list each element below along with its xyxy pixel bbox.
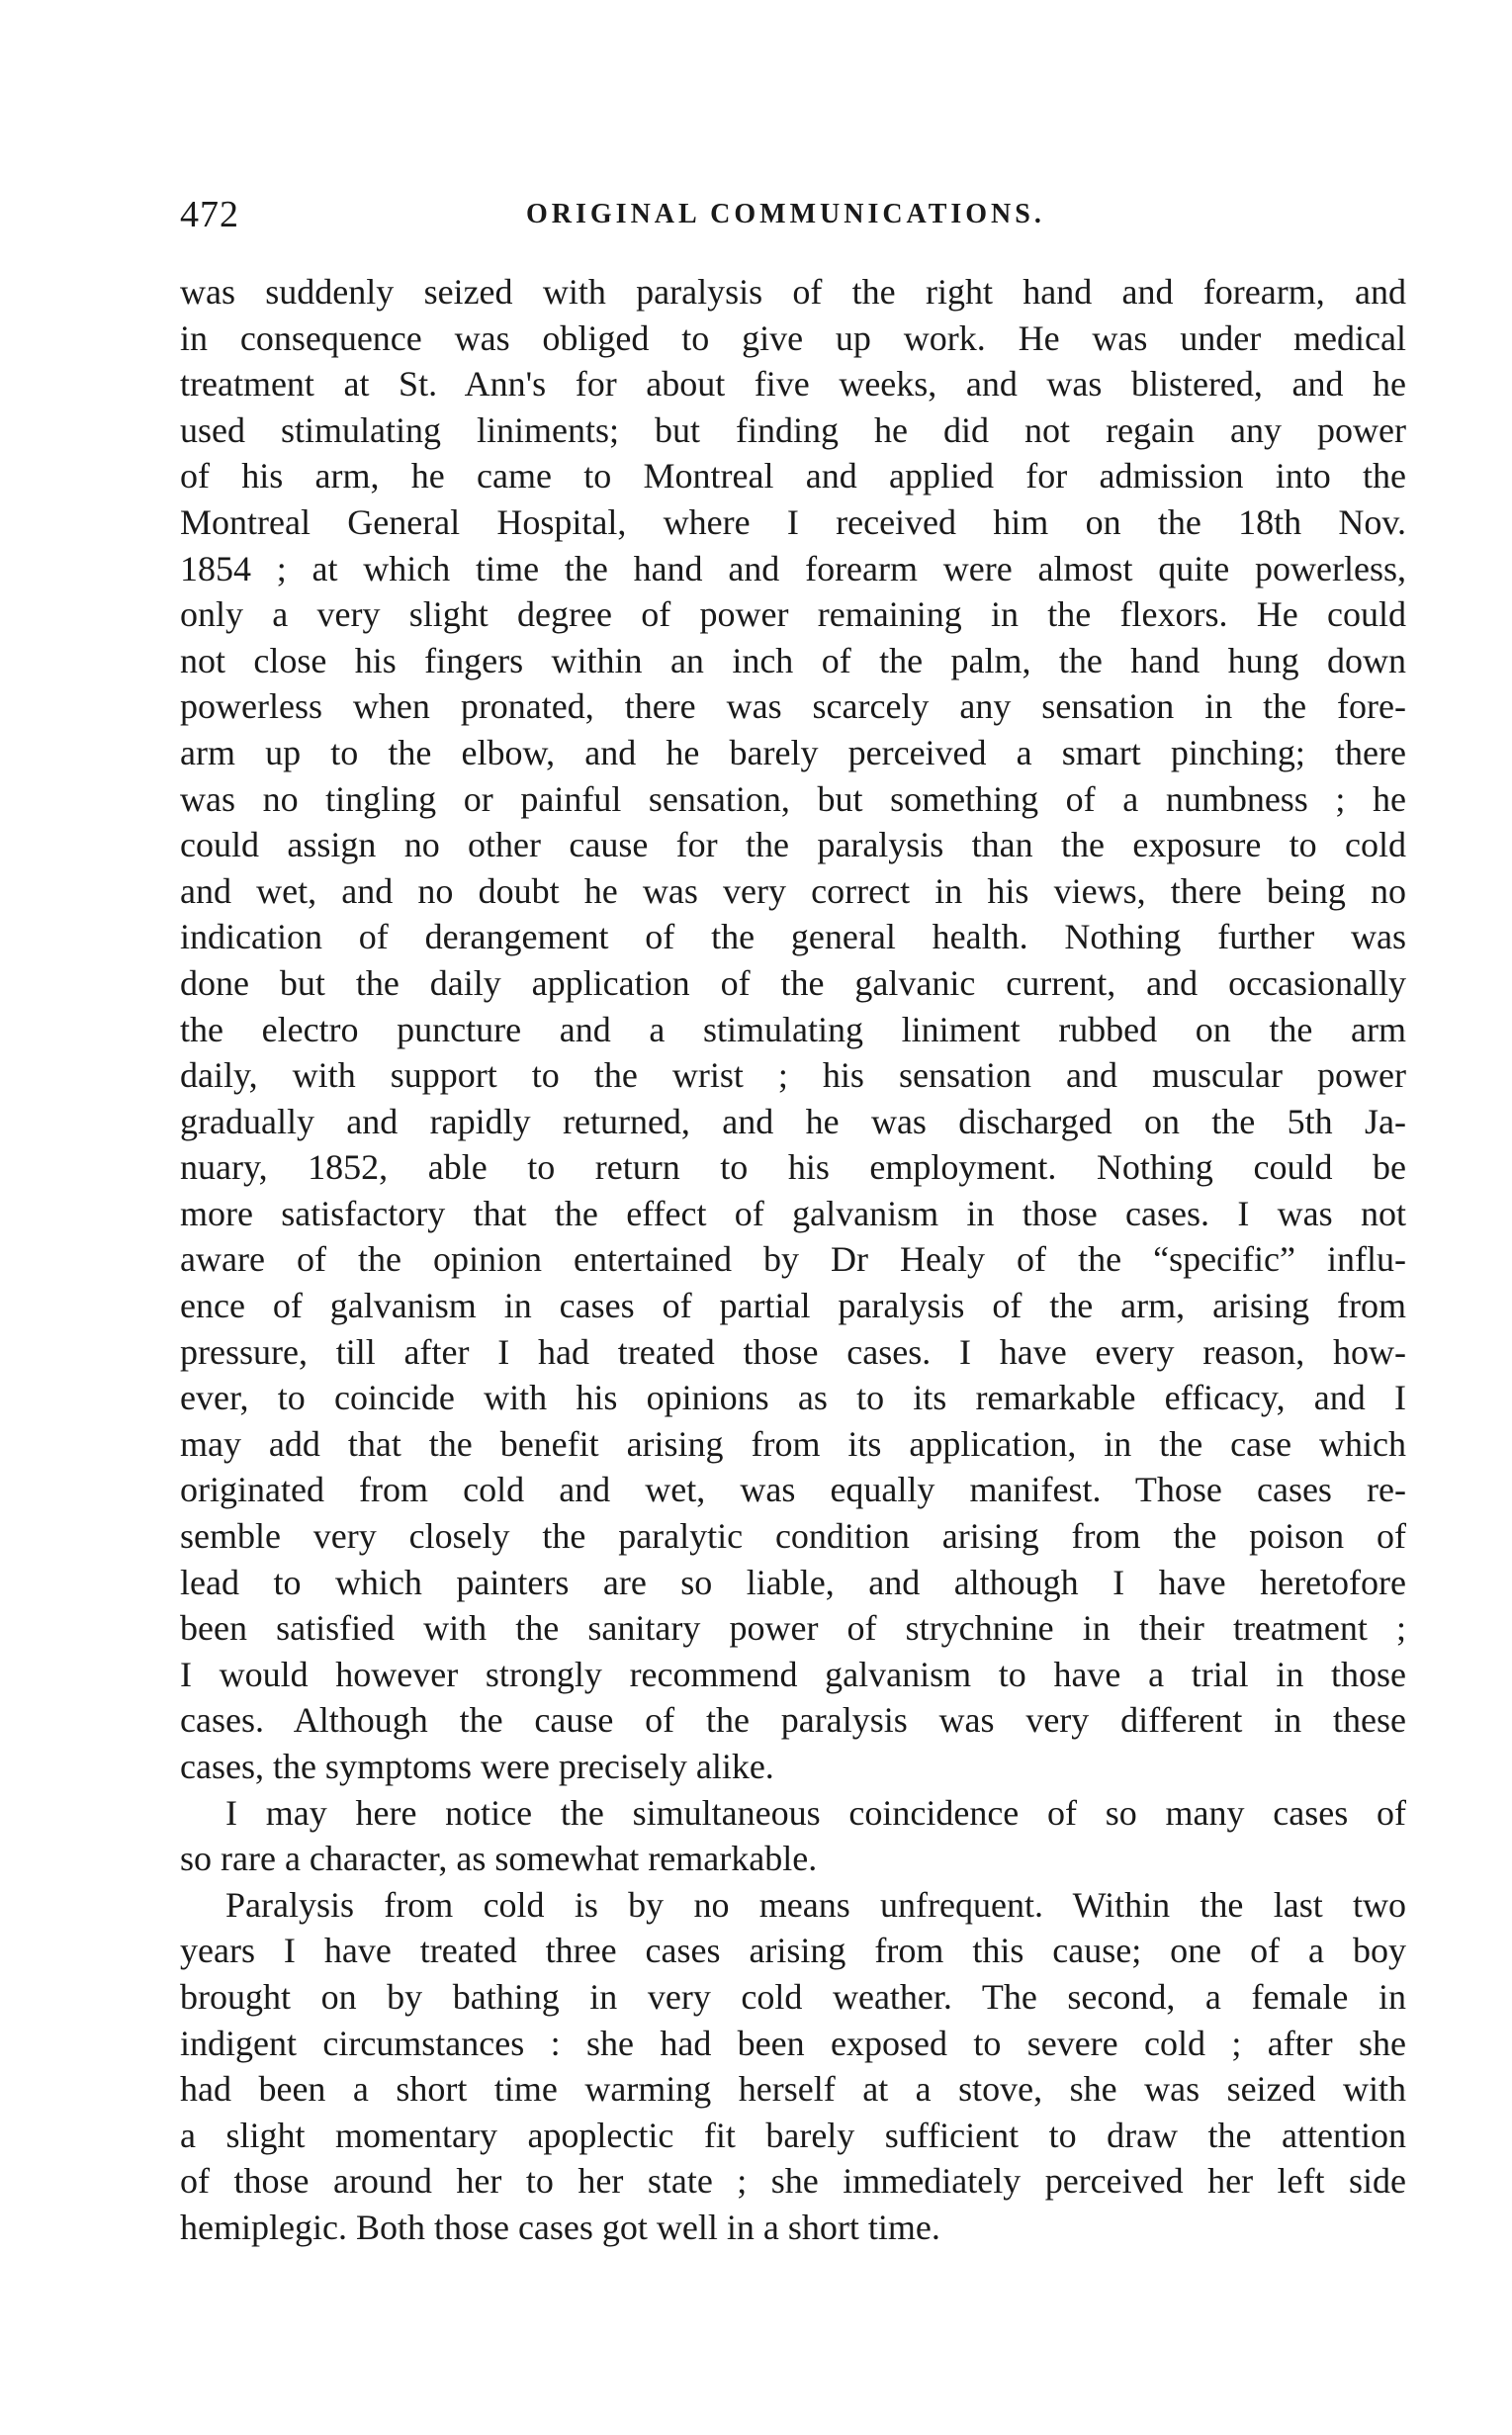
text-line: treatment at St. Ann's for about five weeks, and was blistered, and he bbox=[180, 364, 1406, 405]
text-line: daily, with support to the wrist ; his sensation and muscular power bbox=[180, 1055, 1406, 1096]
text-line: was no tingling or painful sensation, but something of a numbness ; he bbox=[180, 778, 1406, 819]
text-line: lead to which painters are so liable, and although I have heretofore bbox=[180, 1562, 1406, 1602]
text-line: so rare a character, as somewhat remarkable. bbox=[180, 1839, 818, 1879]
page-header bbox=[180, 193, 1406, 242]
text-line: 1854 ; at which time the hand and forearm were almost quite powerless, bbox=[180, 548, 1406, 588]
text-line: had been a short time warming herself at a stove, she was seized with bbox=[180, 2069, 1406, 2110]
text-line: ever, to coincide with his opinions as to its remarkable efficacy, and I bbox=[180, 1378, 1406, 1418]
text-line: only a very slight degree of power remaining in the flexors. He could bbox=[180, 594, 1406, 635]
text-line: indigent circumstances : she had been exposed to severe cold ; after she bbox=[180, 2023, 1406, 2063]
text-line: I may here notice the simultaneous coincidence of so many cases of bbox=[225, 1792, 1406, 1833]
text-line: a slight momentary apoplectic fit barely sufficient to draw the attention bbox=[180, 2115, 1406, 2155]
text-line: pressure, till after I had treated those cases. I have every reason, how- bbox=[180, 1331, 1406, 1372]
text-line: I would however strongly recommend galvanism to have a trial in those bbox=[180, 1654, 1406, 1694]
text-line: powerless when pronated, there was scarcely any sensation in the fore- bbox=[180, 686, 1406, 727]
text-line: of his arm, he came to Montreal and applied for admission into the bbox=[180, 456, 1406, 496]
text-line: brought on by bathing in very cold weather. The second, a female in bbox=[180, 1976, 1406, 2017]
text-line: was suddenly seized with paralysis of the right hand and forearm, and bbox=[180, 272, 1406, 312]
text-line: hemiplegic. Both those cases got well in a short time. bbox=[180, 2207, 940, 2247]
text-line: arm up to the elbow, and he barely perceived a smart pinching; there bbox=[180, 732, 1406, 772]
text-line: years I have treated three cases arising from this cause; one of a boy bbox=[180, 1931, 1406, 1971]
text-line: cases, the symptoms were precisely alike. bbox=[180, 1747, 774, 1786]
text-line: indication of derangement of the general health. Nothing further was bbox=[180, 917, 1406, 957]
text-line: gradually and rapidly returned, and he was discharged on the 5th Ja- bbox=[180, 1101, 1406, 1141]
text-line: semble very closely the paralytic condition arising from the poison of bbox=[180, 1516, 1406, 1557]
text-line: in consequence was obliged to give up work. He was under medical bbox=[180, 317, 1406, 358]
text-line: done but the daily application of the galvanic current, and occasionally bbox=[180, 962, 1406, 1003]
text-line: Montreal General Hospital, where I received him on the 18th Nov. bbox=[180, 501, 1406, 542]
text-line: the electro puncture and a stimulating liniment rubbed on the arm bbox=[180, 1009, 1406, 1049]
text-line: Paralysis from cold is by no means unfrequent. Within the last two bbox=[225, 1884, 1406, 1925]
text-line: ence of galvanism in cases of partial paralysis of the arm, arising from bbox=[180, 1286, 1406, 1326]
text-line: cases. Although the cause of the paralysis was very different in these bbox=[180, 1700, 1406, 1741]
page-number: 472 bbox=[180, 194, 239, 235]
text-line: of those around her to her state ; she immediately perceived her left side bbox=[180, 2161, 1406, 2202]
text-line: originated from cold and wet, was equally manifest. Those cases re- bbox=[180, 1470, 1406, 1510]
text-line: used stimulating liniments; but finding he did not regain any power bbox=[180, 409, 1406, 450]
running-head: ORIGINAL COMMUNICATIONS. bbox=[526, 199, 1045, 229]
text-line: more satisfactory that the effect of galvanism in those cases. I was not bbox=[180, 1193, 1406, 1233]
text-line: been satisfied with the sanitary power of strychnine in their treatment ; bbox=[180, 1608, 1406, 1649]
text-line: may add that the benefit arising from its application, in the case which bbox=[180, 1423, 1406, 1464]
text-line: not close his fingers within an inch of the palm, the hand hung down bbox=[180, 640, 1406, 680]
text-line: aware of the opinion entertained by Dr Healy of the “specific” influ- bbox=[180, 1239, 1406, 1280]
text-line: could assign no other cause for the paralysis than the exposure to cold bbox=[180, 825, 1406, 865]
body-text bbox=[180, 269, 1406, 2251]
text-line: and wet, and no doubt he was very correct in his views, there being no bbox=[180, 870, 1406, 911]
text-line: nuary, 1852, able to return to his employment. Nothing could be bbox=[180, 1147, 1406, 1188]
